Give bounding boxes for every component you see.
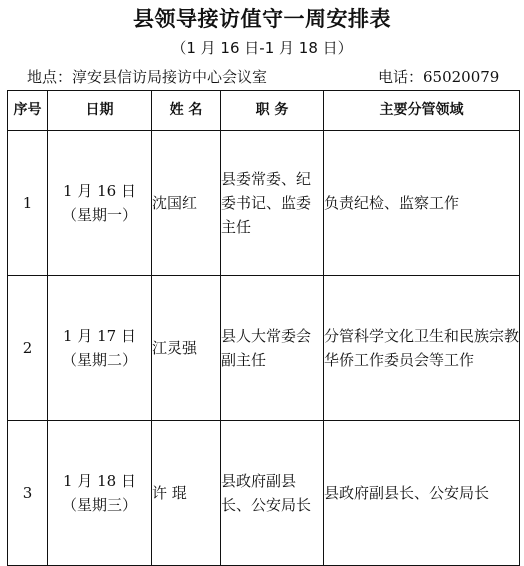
date-range-subtitle: （1 月 16 日-1 月 18 日） [171, 39, 353, 57]
cell-position: 县人大常委会副主任 [221, 276, 324, 421]
header-area: 主要分管领域 [324, 91, 520, 131]
cell-num: 1 [8, 131, 48, 276]
header-position: 职 务 [221, 91, 324, 131]
cell-date [48, 421, 152, 566]
cell-name: 许 琨 [152, 421, 221, 566]
page-title: 县领导接访值守一周安排表 [133, 7, 391, 31]
cell-area: 分管科学文化卫生和民族宗教华侨工作委员会等工作 [324, 276, 520, 421]
cell-name: 沈国红 [152, 131, 221, 276]
header-name: 姓 名 [152, 91, 221, 131]
cell-position: 县政府副县长、公安局长 [221, 421, 324, 566]
date-text: 1 月 18 日 [63, 472, 136, 490]
cell-date [48, 276, 152, 421]
cell-area: 负责纪检、监察工作 [324, 131, 520, 276]
table-row [8, 421, 520, 566]
header-num: 序号 [8, 91, 48, 131]
date-text: 1 月 17 日 [63, 327, 136, 345]
location-text: 地点：淳安县信访局接访中心会议室 [27, 68, 268, 86]
cell-position: 县委常委、纪委书记、监委主任 [221, 131, 324, 276]
date-text: 1 月 16 日 [63, 182, 136, 200]
weekday-text: （星期二） [61, 351, 137, 369]
header-date: 日期 [48, 91, 152, 131]
schedule-table [7, 90, 520, 566]
cell-date [48, 131, 152, 276]
cell-num: 2 [8, 276, 48, 421]
phone-text: 电话：65020079 [378, 68, 500, 86]
cell-area: 县政府副县长、公安局长 [324, 421, 520, 566]
weekday-text: （星期三） [61, 496, 137, 514]
cell-name: 江灵强 [152, 276, 221, 421]
table-header-row [8, 91, 520, 131]
cell-num: 3 [8, 421, 48, 566]
table-row [8, 131, 520, 276]
weekday-text: （星期一） [61, 206, 137, 224]
table-row [8, 276, 520, 421]
